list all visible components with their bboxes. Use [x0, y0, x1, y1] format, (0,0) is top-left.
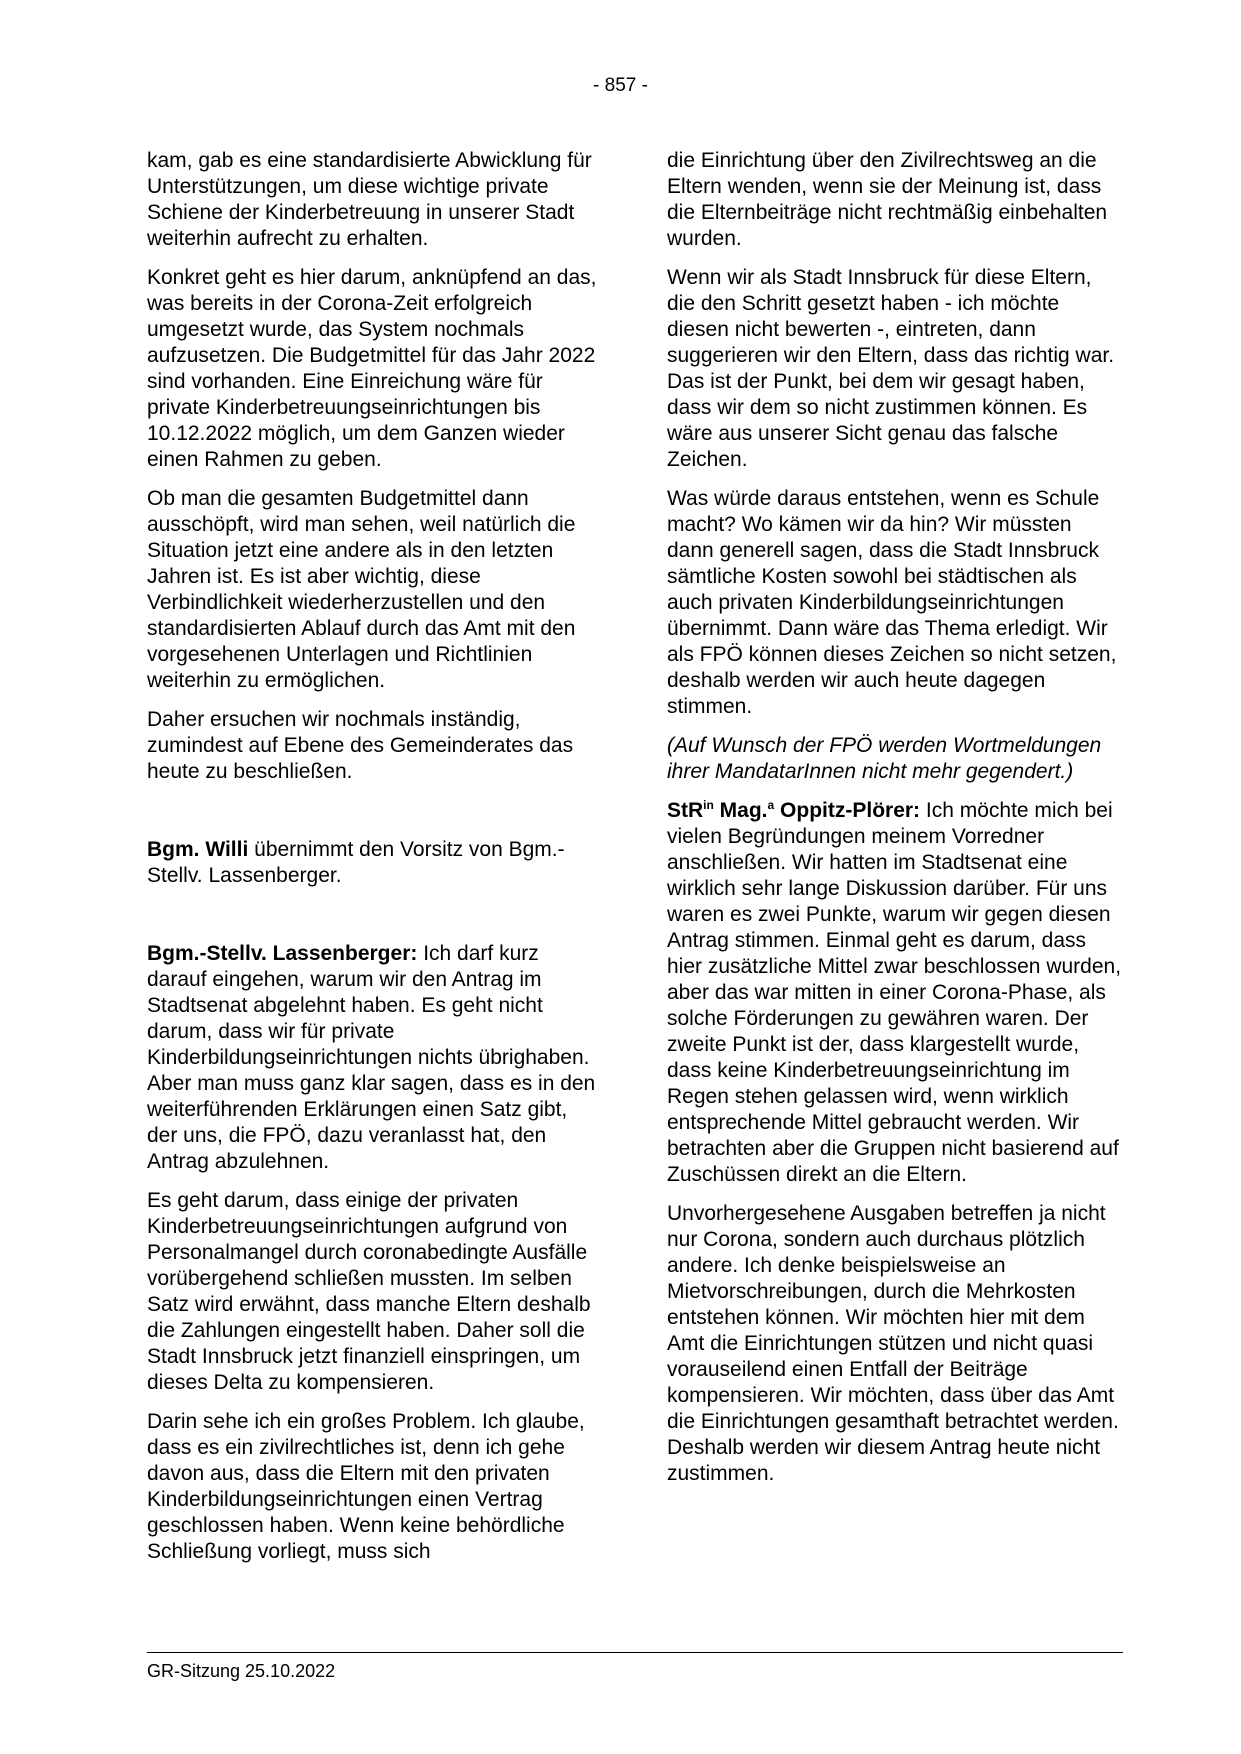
paragraph: Es geht darum, dass einige der privaten Kinderbetreuungseinrichtungen aufgrund von Personalmangel durch coronabedingte Ausfälle vorübergehend schließen mussten. Im selben Satz wird erwähnt, dass manche Eltern deshalb die Zahlungen eingestellt haben. Daher soll die Stadt Innsbruck jetzt finanziell einspringen, um dieses Delta zu kompensieren.	[147, 1189, 591, 1394]
right-column	[667, 148, 1123, 1500]
paragraph: die Einrichtung über den Zivilrechtsweg an die Eltern wenden, wenn sie der Meinung ist, dass die Elternbeiträge nicht rechtmäßig einbehalten wurden.	[667, 149, 1108, 250]
speaker-name	[667, 799, 920, 822]
chair-change-paragraph	[147, 837, 603, 889]
paragraph: Daher ersuchen wir nochmals inständig, zumindest auf Ebene des Gemeinderates das heute zu beschließen.	[147, 708, 574, 783]
paragraph-text: übernimmt den Vorsitz von Bgm.-Stellv. Lassenberger.	[147, 838, 565, 887]
paragraph-text: Ich darf kurz darauf eingehen, warum wir den Antrag im Stadtsenat abgelehnt haben. Es geht nicht darum, dass wir für private Kinderbildungseinrichtungen nichts übrighaben. Aber man muss ganz klar sagen, dass es in den weiterführenden Erklärungen einen Satz gibt, der uns, die FPÖ, dazu veranlasst hat, den Antrag abzulehnen.	[147, 942, 596, 1173]
speech-paragraph	[667, 798, 1123, 1188]
page-number: - 857 -	[593, 75, 648, 96]
paragraph-text: Ich möchte mich bei vielen Begründungen meinem Vorredner anschließen. Wir hatten im Stadtsenat eine wirklich sehr lange Diskussion darüber. Für uns waren es zwei Punkte, warum wir gegen diesen Antrag stimmen. Einmal geht es darum, dass hier zusätzliche Mittel zwar beschlossen wurden, aber das war mitten in einer Corona-Phase, als solche Förderungen zu gewähren waren. Der zweite Punkt ist der, dass klargestellt wurde, dass keine Kinderbetreuungseinrichtung im Regen stehen gelassen wird, wenn wirklich entsprechende Mittel gebraucht werden. Wir betrachten aber die Gruppen nicht basierend auf Zuschüssen direkt an die Eltern.	[667, 799, 1122, 1186]
speaker-title: StR	[667, 799, 704, 822]
speaker-name: Bgm.-Stellv. Lassenberger:	[147, 942, 418, 965]
left-column	[147, 148, 603, 1578]
superscript: a	[767, 798, 775, 812]
footer-label: GR-Sitzung 25.10.2022	[147, 1661, 336, 1681]
paragraph: Konkret geht es hier darum, anknüpfend an das, was bereits in der Corona-Zeit erfolgreich umgesetzt wurde, das System nochmals aufzusetzen. Die Budgetmittel für das Jahr 2022 sind vorhanden. Eine Einreichung wäre für private Kinderbetreuungseinrichtungen bis 10.12.2022 möglich, um dem Ganzen wieder einen Rahmen zu geben.	[147, 266, 597, 471]
paragraph: kam, gab es eine standardisierte Abwicklung für Unterstützungen, um diese wichtige private Schiene der Kinderbetreuung in unserer Stadt weiterhin aufrecht zu erhalten.	[147, 149, 592, 250]
superscript: in	[703, 798, 714, 812]
paragraph: Unvorhergesehene Ausgaben betreffen ja nicht nur Corona, sondern auch durchaus plötzlich andere. Ich denke beispielsweise an Mietvorschreibungen, durch die Mehrkosten entstehen können. Wir möchten hier mit dem Amt die Einrichtungen stützen und nicht quasi vorauseilend einen Entfall der Beiträge kompensieren. Wir möchten, dass über das Amt die Einrichtungen gesamthaft betrachtet werden. Deshalb werden wir diesem Antrag heute nicht zustimmen.	[667, 1202, 1119, 1485]
speaker-surname: Oppitz-Plörer:	[774, 799, 921, 822]
paragraph: Wenn wir als Stadt Innsbruck für diese Eltern, die den Schritt gesetzt haben - ich möchte diesen nicht bewerten -, eintreten, dann suggerieren wir den Eltern, dass das richtig war. Das ist der Punkt, bei dem wir gesagt haben, dass wir dem so nicht zustimmen können. Es wäre aus unserer Sicht genau das falsche Zeichen.	[667, 266, 1115, 471]
paragraph: Ob man die gesamten Budgetmittel dann ausschöpft, wird man sehen, weil natürlich die Situation jetzt eine andere als in den letzten Jahren ist. Es ist aber wichtig, diese Verbindlichkeit wiederherzustellen und den standardisierten Ablauf durch das Amt mit den vorgesehenen Unterlagen und Richtlinien weiterhin zu ermöglichen.	[147, 487, 576, 692]
editorial-note: (Auf Wunsch der FPÖ werden Wortmeldungen ihrer MandatarInnen nicht mehr gegendert.)	[667, 734, 1102, 783]
speaker-title: Mag.	[713, 799, 768, 822]
paragraph: Darin sehe ich ein großes Problem. Ich glaube, dass es ein zivilrechtliches ist, denn ich gehe davon aus, dass die Eltern mit den privaten Kinderbildungseinrichtungen einen Vertrag geschlossen haben. Wenn keine behördliche Schließung vorliegt, muss sich	[147, 1410, 585, 1563]
speaker-name: Bgm. Willi	[147, 838, 249, 861]
footer-divider	[147, 1652, 1123, 1653]
paragraph: Was würde daraus entstehen, wenn es Schule macht? Wo kämen wir da hin? Wir müssten dann generell sagen, dass die Stadt Innsbruck sämtliche Kosten sowohl bei städtischen als auch privaten Kinderbildungseinrichtungen übernimmt. Dann wäre das Thema erledigt. Wir als FPÖ können dieses Zeichen so nicht setzen, deshalb werden wir auch heute dagegen stimmen.	[667, 487, 1117, 718]
speech-paragraph	[147, 941, 603, 1175]
